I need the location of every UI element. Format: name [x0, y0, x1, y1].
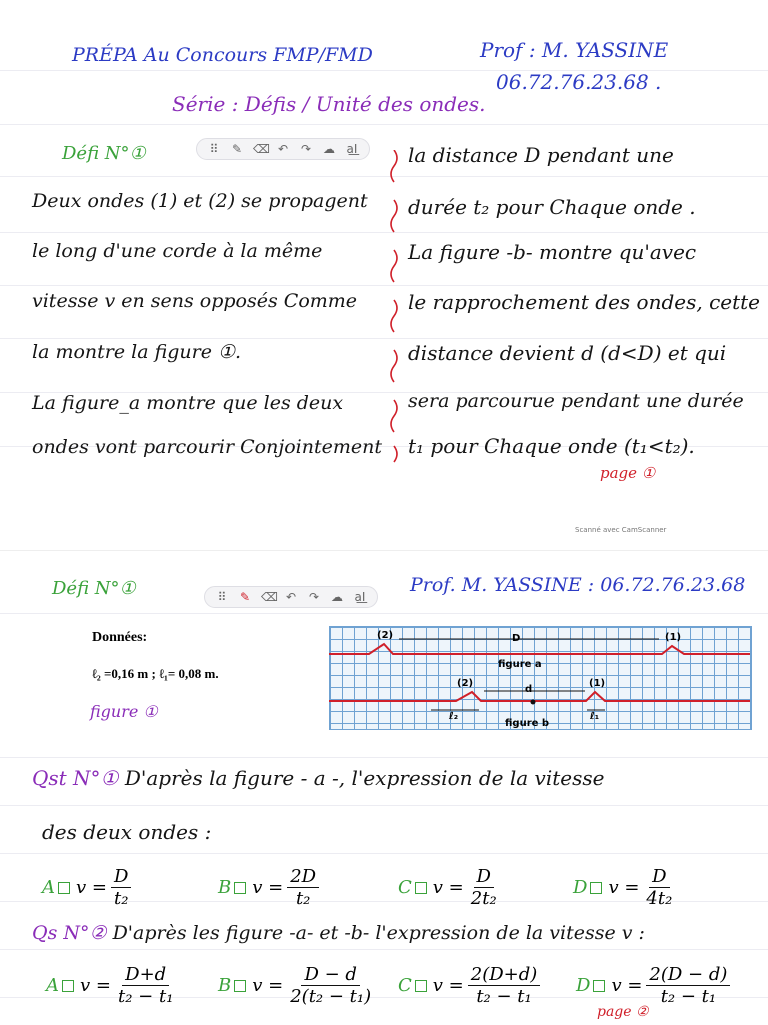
fig-label-1b: (1) [589, 678, 606, 689]
scanner-note: Scanné avec CamScanner [575, 526, 667, 534]
left-line: La figure_a montre que les deux [32, 392, 344, 414]
option-den: t₂ [295, 888, 311, 909]
right-line: distance devient d (d<D) et qui [408, 341, 727, 365]
option-letter: B [218, 975, 232, 996]
option-num: 2D [287, 866, 319, 888]
option-lhs: v = [432, 877, 464, 898]
fig-label-figure-b: figure b [505, 718, 550, 729]
option-letter: C [398, 877, 412, 898]
option-lhs: v = [252, 975, 284, 996]
option-lhs: v = [611, 975, 643, 996]
option-den: 2t₂ [470, 888, 497, 909]
page2-defi-label: Défi N°① [52, 578, 136, 599]
text-icon[interactable]: a͟I [354, 590, 366, 604]
checkbox-icon[interactable] [62, 980, 74, 992]
page2-header-prof: Prof. M. YASSINE : 06.72.76.23.68 [410, 574, 746, 596]
grip-icon[interactable]: ⠿ [217, 590, 227, 604]
left-line: vitesse v en sens opposés Comme [32, 290, 358, 312]
right-line: sera parcourue pendant une durée [408, 390, 744, 412]
question-2-label: Qs N°② [32, 922, 107, 944]
option-den: t₂ − t₁ [117, 986, 174, 1007]
option-lhs: v = [252, 877, 284, 898]
left-line: la montre la figure ①. [32, 341, 242, 363]
annotation-toolbar-2[interactable] [204, 586, 378, 608]
wave-figure-drawing [329, 626, 750, 728]
option-num: 2(D+d) [468, 964, 541, 986]
question-1-label: Qst N°① [32, 766, 119, 790]
question-2-text [32, 922, 645, 944]
option-letter: A [46, 975, 59, 996]
option-den: 4t₂ [646, 888, 673, 909]
option-letter: B [218, 877, 232, 898]
checkbox-icon[interactable] [415, 882, 427, 894]
option-lhs: v = [608, 877, 640, 898]
text-icon[interactable]: a͟I [346, 142, 358, 156]
lasso-icon[interactable]: ☁ [323, 142, 335, 156]
right-line: le rapprochement des ondes, cette [408, 290, 761, 314]
lasso-icon[interactable]: ☁ [331, 590, 343, 604]
checkbox-icon[interactable] [590, 882, 602, 894]
option-den: t₂ − t₁ [476, 986, 532, 1007]
redo-icon[interactable]: ↷ [308, 590, 320, 604]
q1-option-b[interactable] [218, 866, 323, 909]
pen-icon[interactable]: ✎ [231, 142, 243, 156]
checkbox-icon[interactable] [234, 882, 246, 894]
q1-option-c[interactable] [398, 866, 504, 909]
option-num: D [649, 866, 669, 888]
red-divider [384, 150, 404, 470]
option-num: D+d [122, 964, 169, 986]
eraser-icon[interactable]: ⌫ [261, 590, 278, 604]
page1-header-phone: 06.72.76.23.68 . [496, 70, 662, 94]
q2-option-a[interactable] [46, 964, 180, 1007]
page1-page-label: page ① [600, 464, 656, 482]
page2-page-label: page ② [597, 1004, 649, 1020]
q1-option-d[interactable] [573, 866, 679, 909]
right-line: t₁ pour Chaque onde (t₁<t₂). [408, 434, 695, 458]
option-den: 2(t₂ − t₁) [290, 986, 372, 1007]
option-num: D [111, 866, 131, 888]
checkbox-icon[interactable] [415, 980, 427, 992]
option-letter: A [42, 877, 55, 898]
question-1-text-2: des deux ondes : [42, 820, 212, 844]
option-num: 2(D − d) [646, 964, 730, 986]
fig-label-d: d [525, 684, 533, 695]
redo-icon[interactable]: ↷ [300, 142, 312, 156]
fig-label-1a: (1) [665, 632, 682, 643]
page1-header-left: PRÉPA Au Concours FMP/FMD [72, 44, 373, 66]
question-1-text [32, 766, 604, 790]
option-letter: D [576, 975, 591, 996]
donnees-title: Données: [92, 630, 148, 645]
checkbox-icon[interactable] [234, 980, 246, 992]
question-1-body: D'après la figure - a -, l'expression de la vitesse [124, 766, 605, 790]
checkbox-icon[interactable] [58, 882, 70, 894]
fig-label-2b: (2) [457, 678, 474, 689]
undo-icon[interactable]: ↶ [277, 142, 289, 156]
donnees-values: ℓ₂ =0,16 m ; ℓ₁= 0,08 m. [92, 666, 219, 681]
left-line: ondes vont parcourir Conjointement [32, 436, 382, 458]
q2-option-d[interactable] [576, 964, 734, 1007]
q1-option-a[interactable] [42, 866, 135, 909]
right-line: durée t₂ pour Chaque onde . [408, 195, 696, 219]
option-lhs: v = [432, 975, 464, 996]
grip-icon[interactable]: ⠿ [209, 142, 219, 156]
option-lhs: v = [80, 975, 111, 996]
fig-label-figure-a: figure a [498, 659, 542, 670]
undo-icon[interactable]: ↶ [285, 590, 297, 604]
page1-defi-label: Défi N°① [62, 143, 146, 164]
option-den: t₂ [113, 888, 129, 909]
option-num: D − d [301, 964, 359, 986]
pen-icon[interactable]: ✎ [239, 590, 251, 604]
option-letter: D [573, 877, 588, 898]
fig-label-l1: ℓ₁ [590, 711, 600, 722]
left-line: Deux ondes (1) et (2) se propagent [32, 190, 368, 212]
q2-option-b[interactable] [218, 964, 378, 1007]
option-lhs: v = [76, 877, 107, 898]
page1-header-prof: Prof : M. YASSINE [480, 38, 669, 62]
fig-label-D: D [512, 633, 521, 644]
option-den: t₂ − t₁ [660, 986, 717, 1007]
series-title: Série : Défis / Unité des ondes. [172, 92, 486, 116]
fig-label-2a: (2) [377, 630, 394, 641]
q2-option-c[interactable] [398, 964, 544, 1007]
question-2-body: D'après les figure -a- et -b- l'expression de la vitesse v : [112, 922, 645, 944]
option-num: D [474, 866, 494, 888]
fig-label-l2: ℓ₂ [449, 711, 459, 722]
left-line: le long d'une corde à la même [32, 240, 323, 262]
annotation-toolbar[interactable] [196, 138, 370, 160]
right-line: La figure -b- montre qu'avec [408, 240, 697, 264]
option-letter: C [398, 975, 412, 996]
checkbox-icon[interactable] [593, 980, 605, 992]
eraser-icon[interactable]: ⌫ [253, 142, 270, 156]
figure-caption: figure ① [90, 702, 158, 721]
right-line: la distance D pendant une [408, 143, 674, 167]
